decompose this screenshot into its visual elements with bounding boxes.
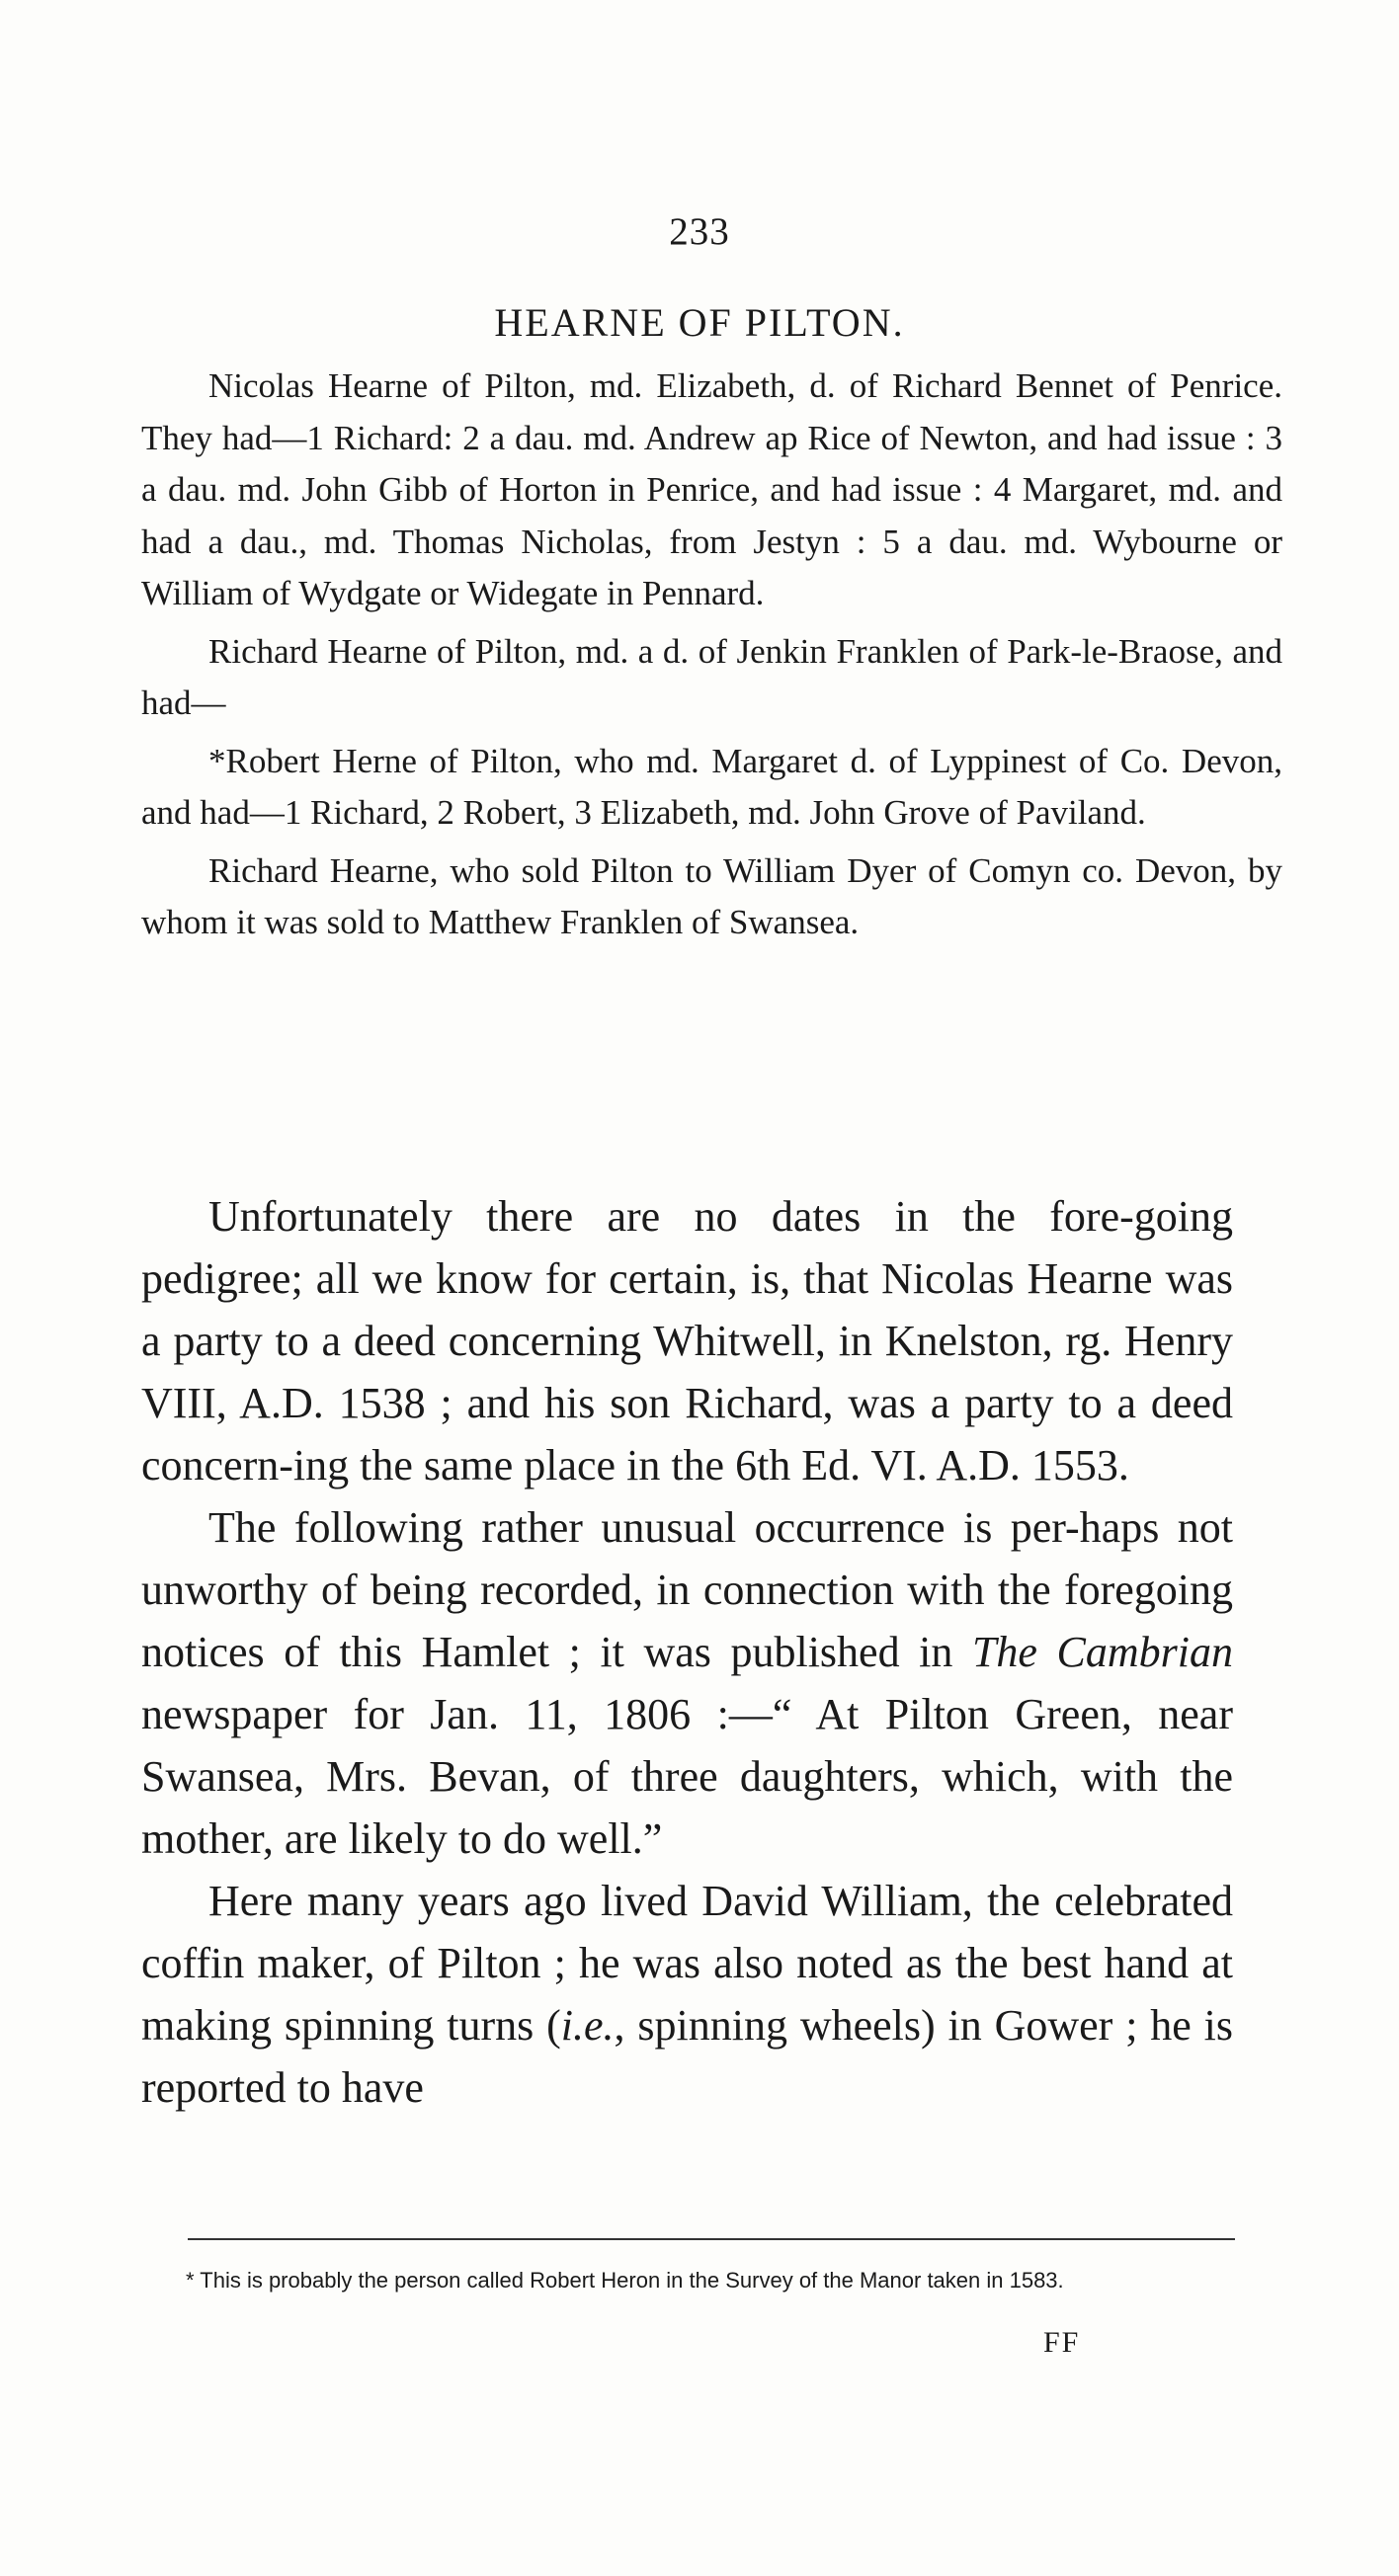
occurrence-text-start: The following rather unusual occurrence is per-haps not unworthy of being recorded, in connection with the foregoing notices of this Hamlet ; it was published in — [141, 1503, 1233, 1676]
section-heading: HEARNE OF PILTON. — [494, 300, 905, 345]
coffin-maker-text-start: Here many years ago lived David William, the celebrated coffin maker, of Pilton ; he was also noted as the best hand at making spinning turns ( — [141, 1877, 1233, 2050]
signature-mark: FF — [1043, 2326, 1081, 2359]
footnote-divider — [188, 2238, 1235, 2240]
body-paragraph-coffin-maker — [141, 1870, 1233, 2119]
body-text — [141, 1185, 1233, 2119]
page-number: 233 — [669, 210, 730, 253]
pedigree-paragraph-richard-sale: Richard Hearne, who sold Pilton to William Dyer of Comyn co. Devon, by whom it was sold to Matthew Franklen of Swansea. — [141, 850, 1282, 941]
body-paragraph-dates: Unfortunately there are no dates in the fore-going pedigree; all we know for certain, is, that Nicolas Hearne was a party to a deed concerning Whitwell, in Knelston, rg. Henry VIII, A.D. 1538 ; and his son Richard, was a party to a deed concern-ing the same place in the 6th Ed. VI. A.D. 1553. — [141, 1192, 1233, 1489]
footnote-text: * This is probably the person called Robert Heron in the Survey of the Manor taken in 1583. — [186, 2268, 1064, 2293]
newspaper-title: The Cambrian — [971, 1628, 1233, 1676]
pedigree-paragraph-richard: Richard Hearne of Pilton, md. a d. of Jenkin Franklen of Park-le-Braose, and had— — [141, 631, 1282, 722]
occurrence-text-end: newspaper for Jan. 11, 1806 :—“ At Pilton Green, near Swansea, Mrs. Bevan, of three daughters, which, with the mother, are likely to do well.” — [141, 1690, 1233, 1863]
pedigree-block — [141, 361, 1282, 949]
coffin-maker-text-end: , spinning wheels) in Gower ; he is reported to have — [141, 2001, 1234, 2112]
footnote — [141, 2268, 1238, 2294]
pedigree-paragraph-nicolas: Nicolas Hearne of Pilton, md. Elizabeth, d. of Richard Bennet of Penrice. They had—1 Richard: 2 a dau. md. Andrew ap Rice of Newton, and had issue : 3 a dau. md. John Gibb of Horton in Penrice, and had issue : 4 Margaret, md. and had a dau., md. Thomas Nicholas, from Jestyn : 5 a dau. md. Wybourne or William of Wydgate or Widegate in Pennard. — [141, 366, 1282, 612]
pedigree-paragraph-robert: *Robert Herne of Pilton, who md. Margaret d. of Lyppinest of Co. Devon, and had—1 Richard, 2 Robert, 3 Elizabeth, md. John Grove of Paviland. — [141, 741, 1282, 832]
ie-abbreviation: i.e. — [560, 2001, 615, 2050]
body-paragraph-occurrence — [141, 1496, 1233, 1870]
